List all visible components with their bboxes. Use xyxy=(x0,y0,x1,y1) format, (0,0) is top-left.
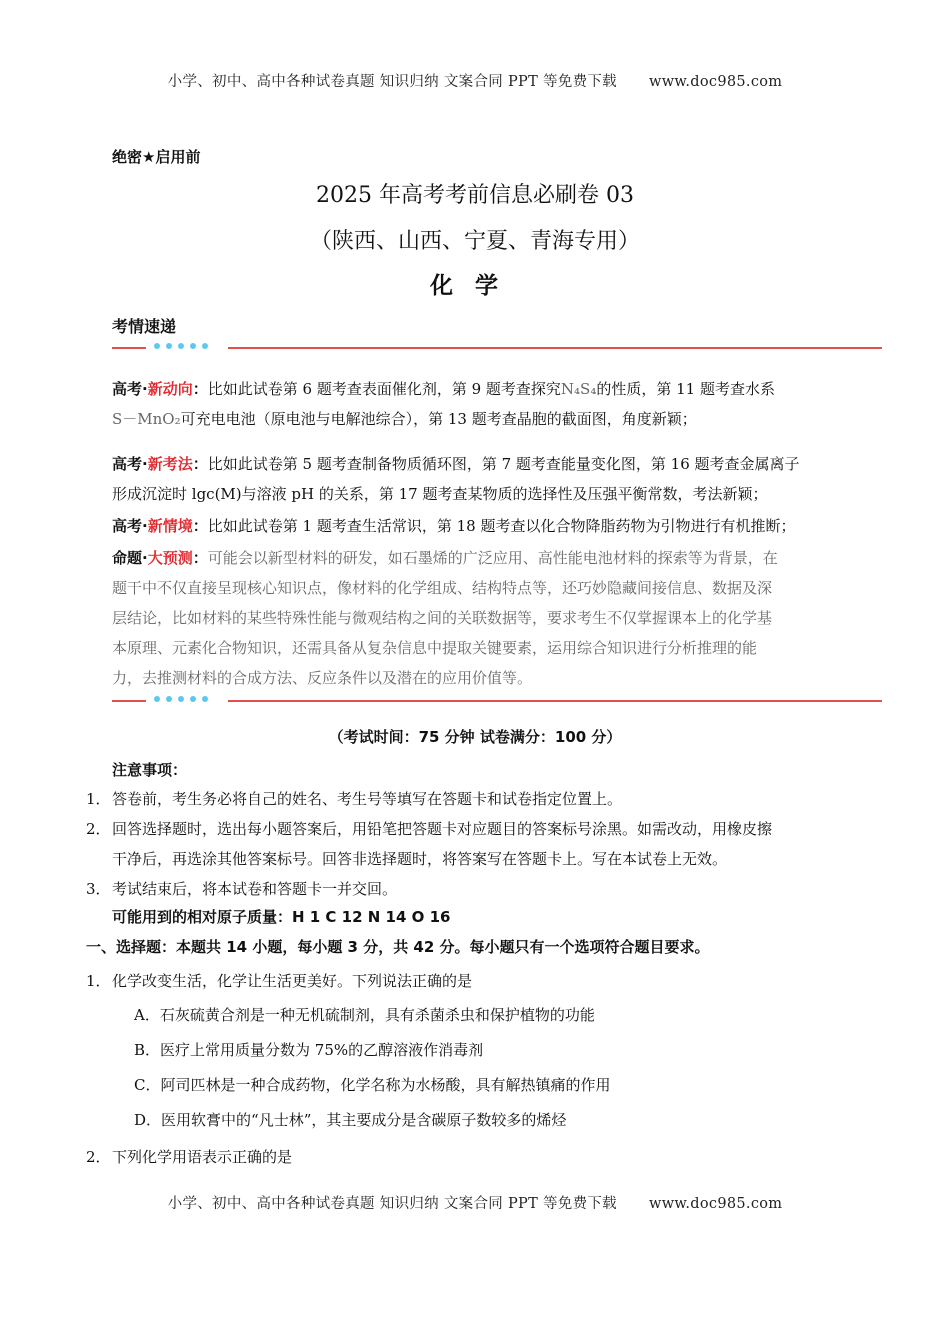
q1-option-a: A．石灰硫黄合剂是一种无机硫制剂，具有杀菌杀虫和保护植物的功能 xyxy=(134,1006,595,1024)
page-header xyxy=(0,70,950,91)
notes-heading: 注意事项： xyxy=(112,761,188,779)
question-2: 2． 下列化学用语表示正确的是 xyxy=(86,1148,293,1166)
title-subject: 化学 xyxy=(430,272,520,299)
kaoqing-item-1: 高考·新动向：比如此试卷第 6 题考查表面催化剂，第 9 题考查探究N₄S₄的性质，第 11 题考查水系 S－MnO₂可充电电池（原电池与电解池综合），第 13 题考查晶胞的截面图，角度新颖； xyxy=(112,380,775,428)
question-1: 1． 化学改变生活，化学让生活更美好。下列说法正确的是 xyxy=(86,972,473,990)
header-text: 小学、初中、高中各种试卷真题 知识归纳 文案合同 PPT 等免费下载 xyxy=(167,74,617,90)
atomic-mass: 可能用到的相对原子质量：H 1 C 12 N 14 O 16 xyxy=(112,908,451,926)
formula-s-mno2: S－MnO₂ xyxy=(112,410,181,428)
q1-option-b: B．医疗上常用质量分数为 75%的乙醇溶液作消毒剂 xyxy=(134,1041,484,1059)
exam-info: （考试时间：75 分钟 试卷满分：100 分） xyxy=(328,728,622,746)
notes-list: 1． 答卷前，考生务必将自己的姓名、考生号等填写在答题卡和试卷指定位置上。 2． 回答选择题时，选出每小题答案后，用铅笔把答题卡对应题目的答案标号涂黑。如需改动，用橡皮擦 干净后，再选涂其他答案标号。回答非选择题时，将答案写在答题卡上。写在本试卷上无效。 3． 考试结束后，将本试卷和答题卡一并交回。 xyxy=(86,790,773,898)
footer-text: 小学、初中、高中各种试卷真题 知识归纳 文案合同 PPT 等免费下载 xyxy=(167,1196,617,1212)
divider-bottom xyxy=(112,694,882,708)
title-line1: 2025 年高考考前信息必刷卷 03 xyxy=(316,183,634,208)
page-footer xyxy=(0,1192,950,1213)
formula-n4s4: N₄S₄ xyxy=(560,380,597,398)
secret-label: 绝密★启用前 xyxy=(112,148,201,166)
title-line2: （陕西、山西、宁夏、青海专用） xyxy=(309,229,640,254)
q1-option-c: C．阿司匹林是一种合成药物，化学名称为水杨酸，具有解热镇痛的作用 xyxy=(134,1076,611,1094)
footer-site: www.doc985.com xyxy=(648,1196,783,1212)
divider-top xyxy=(112,341,882,355)
header-site: www.doc985.com xyxy=(648,74,783,90)
section-1-heading: 一、选择题：本题共 14 小题，每小题 3 分，共 42 分。每小题只有一个选项符合题目要求。 xyxy=(86,938,710,956)
q1-option-d: D．医用软膏中的“凡士林”，其主要成分是含碳原子数较多的烯烃 xyxy=(134,1111,567,1129)
kaoqing-heading: 考情速递 xyxy=(112,317,177,336)
kaoqing-item-3: 高考·新情境：比如此试卷第 1 题考查生活常识，第 18 题考查以化合物降脂药物为引物进行有机推断； xyxy=(112,517,796,535)
kaoqing-item-4: 命题·大预测：可能会以新型材料的研发，如石墨烯的广泛应用、高性能电池材料的探索等为背景，在 题干中不仅直接呈现核心知识点，像材料的化学组成、结构特点等，还巧妙隐藏间接信息、数据及深 层结论，比如材料的某些特殊性能与微观结构之间的关联数据等，要求考生不仅掌握课本上的化学基 本原理、元素化合物知识，还需具备从复杂信息中提取关键要素，运用综合知识进行分析推理的能 力，去推测材料的合成方法、反应条件以及潜在的应用价值等。 xyxy=(112,549,778,687)
kaoqing-item-2: 高考·新考法：比如此试卷第 5 题考查制备物质循环图，第 7 题考查能量变化图，第 16 题考查金属离子 形成沉淀时 lgc(M)与溶液 pH 的关系，第 17 题考查某物质的选择性及压强平衡常数，考法新颖； xyxy=(112,455,800,503)
